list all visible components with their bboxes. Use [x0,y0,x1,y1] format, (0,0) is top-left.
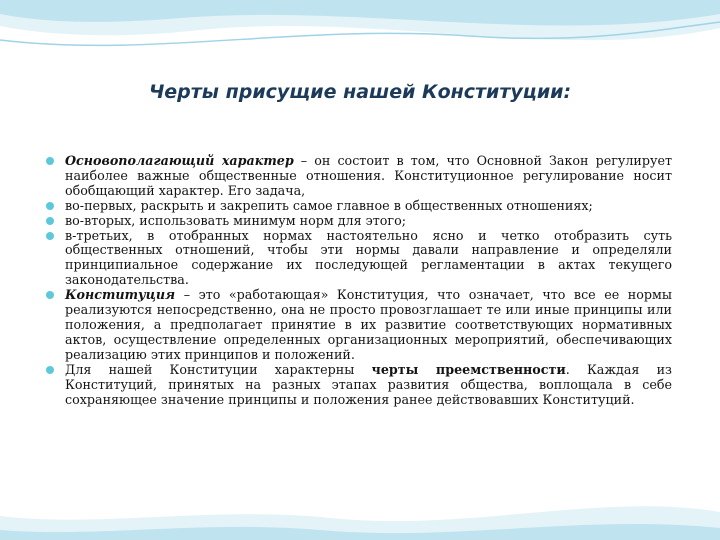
item-text: Для нашей Конституции характерны [65,361,372,377]
list-item [46,363,672,408]
bullet-icon [46,291,54,299]
item-text: в-третьих, в отобранных нормах настоятельно ясно и четко отобразить суть общественных отношений, чтобы эти нормы давали направление и определяли принципиальное содержание их последующей регламентации в актах текущего законодательства. [65,227,672,288]
item-strong: черты преемственности [371,361,566,377]
item-text: – он состоит в том, что Основной Закон регулирует наиболее важные общественные отношения. Конституционное регулирование носит обобщающий характер. Его задача, [65,153,672,198]
bullet-icon [46,202,54,210]
bullet-list [46,154,672,407]
item-text: . Каждая из Конституций, принятых на разных этапах развития общества, воплощала в себе сохраняющее значение принципы и положения ранее действовавших Конституций. [65,361,672,407]
item-lead: Основополагающий характер [65,153,294,168]
item-lead: Конституция [65,287,176,303]
list-item [46,229,672,289]
item-text: во-вторых, использовать минимум норм для этого; [65,212,406,228]
list-item [46,154,672,199]
list-item [46,214,672,229]
bullet-icon [46,232,54,240]
item-text: – это «работающая» Конституция, что означает, что все ее нормы реализуются непосредственно, она не просто провозглашает те или иные принципы или положения, а предполагает принятие в их развитие соответствующих нормативных актов, осуществление определенных организационных мероприятий, обеспечивающих реализацию этих принципов и положений. [65,287,672,362]
list-item [46,199,672,214]
bullet-icon [46,366,54,374]
slide-title: Черты присущие нашей Конституции: [148,81,572,103]
item-text: во-первых, раскрыть и закрепить самое главное в общественных отношениях; [65,197,593,213]
bullet-icon [46,217,54,225]
list-item [46,288,672,363]
bullet-icon [46,157,54,165]
